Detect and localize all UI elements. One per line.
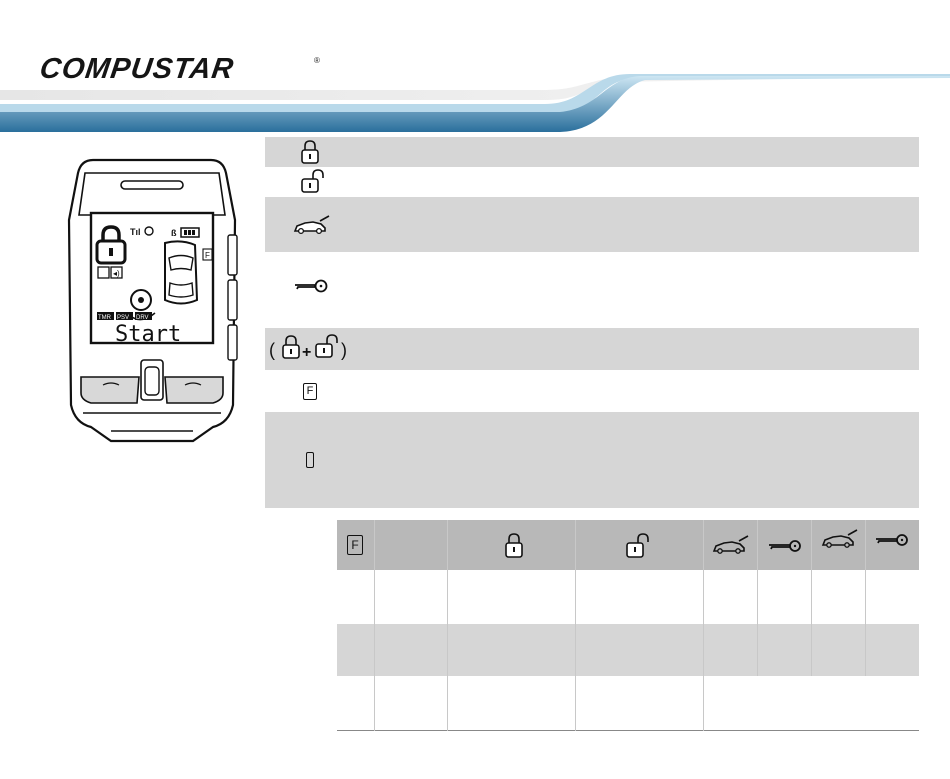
svg-text:ß: ß [171,228,177,238]
svg-text:F: F [205,251,210,260]
svg-text:Tıl: Tıl [130,227,141,237]
brand-logo: COMPUSTAR [37,53,237,85]
table-row [337,570,919,624]
combo-plus-symbol: + [302,344,312,361]
lcd-start-text: Start [115,322,182,347]
table-row [337,624,919,676]
row-key [265,252,919,328]
unlock-icon [265,167,355,197]
svg-text:TMR: TMR [98,315,111,321]
remote-illustration [63,155,241,447]
unlock-icon [622,532,656,564]
car-trunk-icon [819,529,859,551]
row-lock [265,137,919,167]
car-trunk-icon [710,535,750,557]
lock-plus-unlock-icon [265,328,355,370]
svg-text:PSV: PSV [117,315,130,321]
car-trunk-icon [265,197,355,252]
registered-mark: ® [314,56,320,65]
row-trunk [265,197,919,252]
key-icon [872,529,912,551]
svg-text:DRV: DRV [136,315,149,321]
key-icon [265,252,355,328]
svg-text:◂): ◂) [113,269,120,278]
lock-icon [265,137,355,167]
row-unlock [265,167,919,197]
function-f-icon: F [347,535,363,555]
key-icon [765,535,805,557]
row-lock-plus-unlock [265,328,919,370]
row-function [265,370,919,412]
aux-button-icon [265,412,355,508]
lock-icon [500,532,528,562]
row-aux [265,412,919,508]
svg-text:): ) [341,340,347,360]
table-row [337,676,919,731]
svg-text:(: ( [269,340,275,360]
function-f-icon: F [265,370,355,412]
